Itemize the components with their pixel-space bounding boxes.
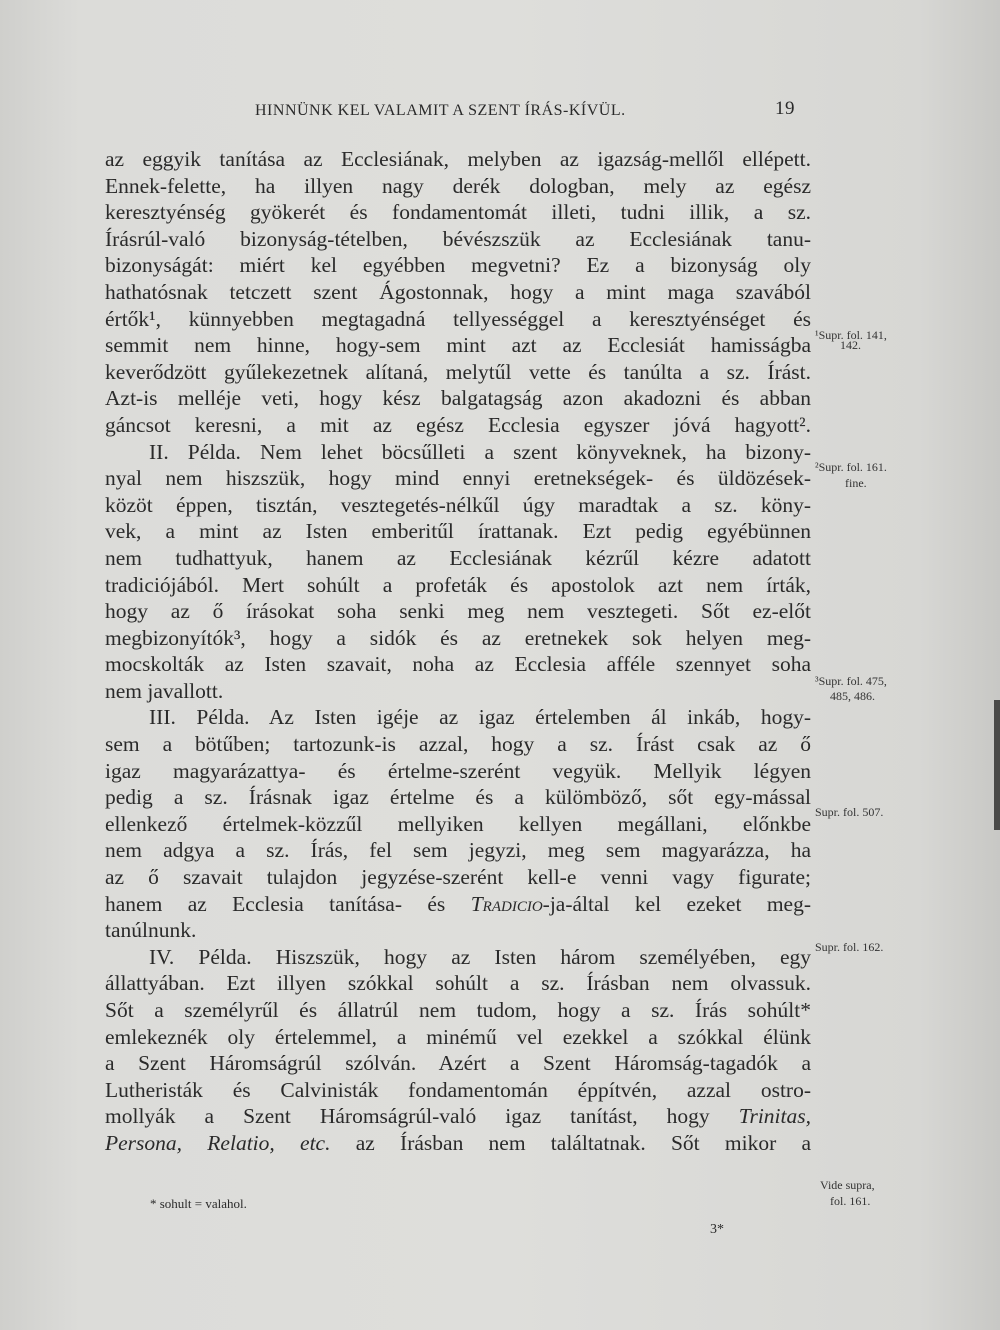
margin-note: Supr. fol. 162. [815, 940, 884, 954]
text-line-mixed [105, 891, 811, 918]
text-line: Azt-is melléje veti, hogy kész balgatagság azon akadozni és abban [105, 386, 811, 411]
text-line: II. Példa. Nem lehet böcsűlleti a szent könyveknek, ha bizony- [149, 439, 811, 464]
text-line: a Szent Háromságrúl szólván. Azért a Szent Háromság-tagadók a [105, 1051, 811, 1076]
text-line: Ennek-felette, ha illyen nagy derék dologban, mely az egész [105, 173, 811, 198]
text-line: az eggyik tanítása az Ecclesiának, melyben az igazság-mellől ellépett. [105, 147, 811, 171]
text-line: Írásrúl-való bizonyság-tételben, bévészszük az Ecclesiának tanu- [105, 226, 811, 251]
text-line: III. Példa. Az Isten igéje az igaz értelemben ál inkáb, hogy- [149, 705, 811, 730]
margin-note: Supr. fol. 507. [815, 805, 884, 819]
margin-note: ³Supr. fol. 475, [815, 674, 887, 688]
text-line: közöt éppen, tisztán, vesztegetés-nélkűl úgy maradtak a sz. köny- [105, 492, 811, 517]
margin-note: ¹Supr. fol. 141, [815, 328, 887, 342]
text-line: értők¹, künnyebben megtagadná tellyességgel a keresztyénséget és [105, 306, 811, 331]
trinitas-term: Trinitas, [738, 1104, 811, 1129]
margin-note: 142. [840, 338, 861, 352]
text-line: semmit nem hinne, hogy-sem mint azt az Ecclesiát hamisságba [105, 333, 811, 358]
text-line: Sőt a személyrűl és állatrúl nem tudom, hogy a sz. Írás sohúlt* [105, 998, 811, 1022]
text-line: Lutheristák és Calvinisták fondamentomán éppítvén, azzal ostro- [105, 1077, 811, 1102]
running-title: HINNÜNK KEL VALAMIT A SZENT ÍRÁS-KÍVÜL. [255, 102, 626, 119]
text-line: keverődzött gyűlekezetnek alítaná, melytűl vette és tanúlta a sz. Írást. [105, 359, 811, 384]
text-line: nem javallott. [105, 678, 224, 703]
footnote: * sohult = valahol. [150, 1196, 247, 1211]
text-line: IV. Példa. Hiszszük, hogy az Isten három személyében, egy [149, 944, 811, 969]
text-line: keresztyénség gyökerét és fondamentomát illeti, tudni illik, a sz. [105, 200, 811, 225]
text-line: gáncsot keresni, a mit az egész Ecclesia egyszer jóvá hagyott². [105, 412, 811, 437]
text-line: nyal nem hiszszük, hogy mind ennyi eretnekségek- és üldözések- [105, 466, 811, 491]
text-line: az ő szavait tulajdon jegyzése-szerént kell-e venni vagy figurate; [105, 865, 811, 890]
text-line-mixed [105, 1103, 811, 1130]
signature-mark: 3* [710, 1222, 724, 1237]
body-text [105, 146, 811, 1157]
text-line: hogy az ő írásokat soha senki meg nem vesztegeti. Sőt ez-előt [105, 599, 811, 624]
text-fragment: hanem az Ecclesia tanítása- és [105, 891, 446, 916]
text-line: tanúlnunk. [105, 918, 197, 943]
margin-note: fol. 161. [830, 1194, 871, 1208]
etc-term: etc. [300, 1130, 331, 1155]
page-edge-shadow [994, 700, 1000, 830]
margin-note: fine. [845, 476, 867, 490]
text-fragment: az Írásban nem találtatnak. Sőt mikor a [355, 1130, 812, 1155]
margin-note: ²Supr. fol. 161. [815, 460, 887, 474]
margin-note: Vide supra, [820, 1178, 875, 1192]
text-line: nem tudhattyuk, hanem az Ecclesiának kézrűl kézre adatott [105, 545, 811, 570]
text-line: tradiciójából. Mert sohúlt a profeták és apostolok azt nem írták, [105, 572, 811, 597]
text-line: állattyában. Ezt illyen szókkal sohúlt a sz. Írásban nem olvassuk. [105, 971, 811, 996]
text-line: ellenkező értelmek-közzűl mellyiken kellyen megállani, előnkbe [105, 811, 811, 836]
tradicio-term: Tradicio [470, 891, 543, 916]
text-line: bizonyságát: miért kel egyébben megvetni? Ez a bizonyság oly [105, 253, 811, 278]
persona-term: Persona, [105, 1130, 183, 1155]
text-fragment: mollyák a Szent Háromságrúl-való igaz tanítást, hogy [105, 1104, 710, 1129]
running-header [255, 100, 795, 124]
text-fragment: -ja-által kel ezeket meg- [542, 891, 811, 916]
text-line: vek, a mint az Isten emberitűl írattanak. Ezt pedig egyébünnen [105, 519, 811, 544]
margin-note: 485, 486. [830, 689, 875, 703]
text-line: mocskolták az Isten szavait, noha az Ecclesia afféle szennyet soha [105, 652, 811, 677]
text-line-mixed [105, 1130, 811, 1157]
relatio-term: Relatio, [207, 1130, 275, 1155]
text-line: igaz magyarázattya- és értelme-szerént vegyük. Mellyik légyen [105, 758, 811, 783]
page-number: 19 [775, 98, 795, 119]
text-line: hathatósnak tetczett szent Ágostonnak, hogy a mint maga szavából [105, 279, 811, 304]
text-line: nem adgya a sz. Írás, fel sem jegyzi, meg sem magyarázza, ha [105, 838, 811, 863]
text-line: emlekeznék oly értelemmel, a minémű vel ezekkel a szókkal élünk [105, 1024, 811, 1049]
text-line: sem a bötűben; tartozunk-is azzal, hogy a sz. Írást csak az ő [105, 732, 811, 757]
text-line: megbizonyítók³, hogy a sidók és az eretnekek sok helyen meg- [105, 625, 811, 650]
text-line: pedig a sz. Írásnak igaz értelme és a külömböző, sőt egy-mással [105, 785, 811, 810]
